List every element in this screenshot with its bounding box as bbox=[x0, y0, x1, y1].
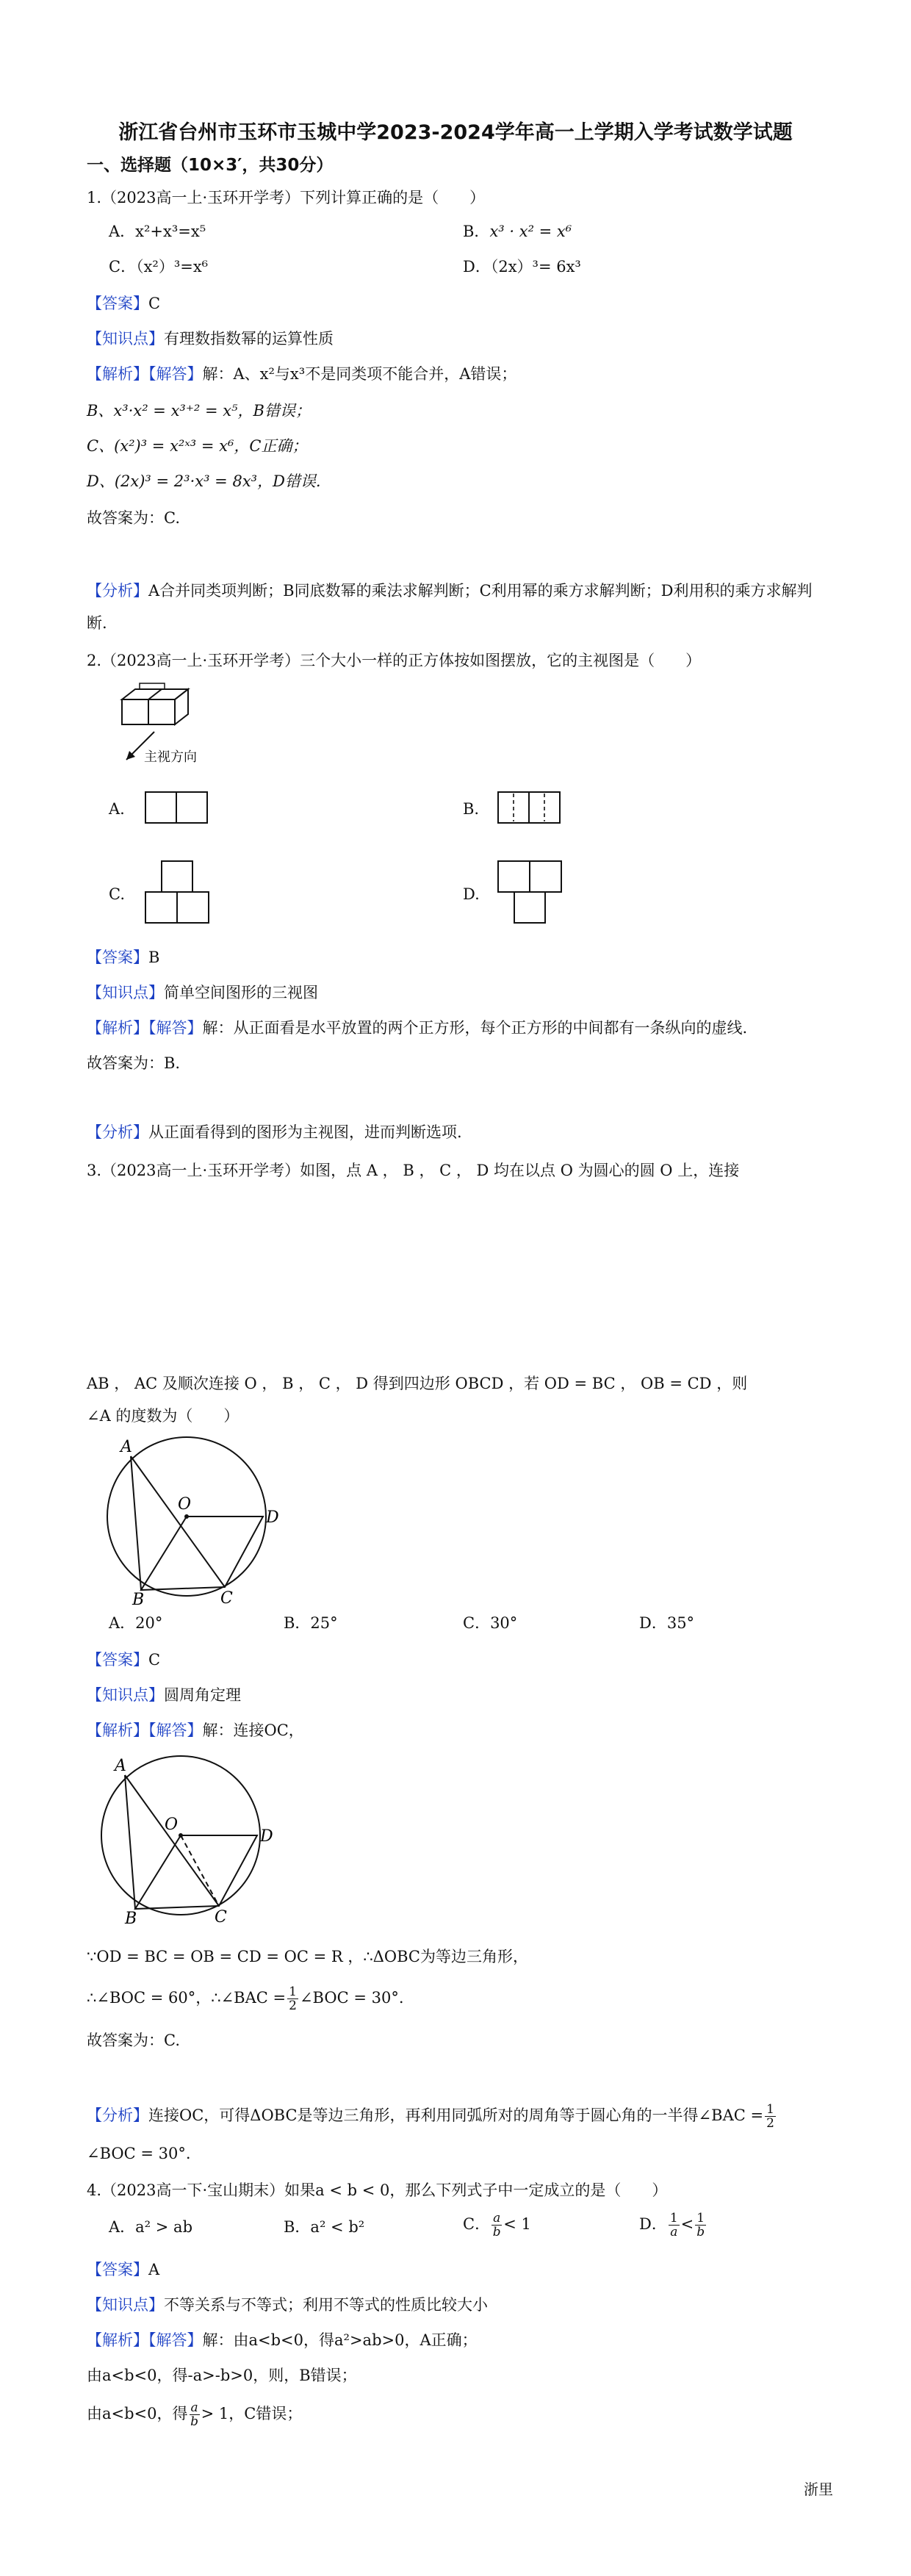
q3-sol-point-c: C bbox=[215, 1908, 227, 1926]
q3-knowledge: 【知识点】圆周角定理 bbox=[87, 1686, 241, 1704]
q3-solution-figure bbox=[94, 1750, 285, 1928]
q1-conclusion: 故答案为：C. bbox=[87, 509, 180, 527]
q2-option-d-label: D. bbox=[463, 885, 480, 903]
section-heading: 一、选择题（10×3′，共30分） bbox=[87, 156, 334, 175]
q1-solution-c: C、(x²)³ = x²ˣ³ = x⁶，C正确； bbox=[87, 437, 308, 455]
q3-point-d: D bbox=[266, 1508, 279, 1527]
q4-solution-3: 由a<b<0，得 $\frac{a}{b}$ > 1，C错误； bbox=[87, 2400, 303, 2429]
q2-fenxi: 【分析】从正面看得到的图形为主视图，进而判断选项. bbox=[87, 1123, 462, 1141]
q2-solution: 【解析】【解答】解：从正面看是水平放置的两个正方形，每个正方形的中间都有一条纵向的虚线. bbox=[87, 1019, 748, 1037]
q2-option-c-figure bbox=[144, 860, 210, 926]
q2-conclusion: 故答案为：B. bbox=[87, 1054, 181, 1072]
q4-option-d: D． $\frac{1}{a}$ < $\frac{1}{b}$ bbox=[639, 2211, 705, 2239]
page-title: 浙江省台州市玉环市玉城中学2023-2024学年高一上学期入学考试数学试题 bbox=[118, 121, 793, 144]
q3-sol-point-o: O bbox=[165, 1816, 179, 1834]
q1-answer: 【答案】C bbox=[87, 295, 161, 312]
q1-solution-b: B、x³·x² = x³⁺² = x⁵，B错误； bbox=[87, 402, 311, 420]
q4-stem: 4.（2023高一下·宝山期末）如果a < b < 0，那么下列式子中一定成立的是（ ） bbox=[87, 2181, 668, 2199]
q4-option-a: A．a² > ab bbox=[109, 2218, 193, 2236]
q2-option-a-label: A. bbox=[109, 800, 125, 818]
q4-option-c: C． $\frac{a}{b}$ < 1 bbox=[463, 2211, 531, 2239]
q3-stem: 3.（2023高一上·玉环开学考）如图，点 A ， B ， C ， D 均在以点 O 为圆心的圆 O 上，连接 bbox=[87, 1162, 740, 1179]
q1-option-d: D．（2x）³= 6x³ bbox=[463, 258, 581, 276]
q1-solution: 【解析】【解答】解：A、x²与x³不是同类项不能合并，A错误； bbox=[87, 365, 517, 383]
q3-option-d: D．35° bbox=[639, 1614, 695, 1632]
q1-option-a: A．x²+x³=x⁵ bbox=[109, 223, 206, 240]
fraction-half: $\frac{1}{2}$ bbox=[289, 1985, 297, 2013]
q2-option-d-figure bbox=[497, 860, 563, 926]
q3-sol-point-b: B bbox=[125, 1910, 137, 1928]
q3-option-c: C．30° bbox=[463, 1614, 518, 1632]
q3-point-c: C bbox=[220, 1589, 233, 1608]
q1-stem: 1.（2023高一上·玉环开学考）下列计算正确的是（ ） bbox=[87, 189, 486, 206]
q1-knowledge: 【知识点】有理数指数幂的运算性质 bbox=[87, 330, 334, 348]
q2-view-label: 主视方向 bbox=[144, 749, 197, 765]
q2-stem: 2.（2023高一上·玉环开学考）三个大小一样的正方体按如图摆放，它的主视图是（ ） bbox=[87, 652, 702, 669]
q3-fenxi-2: ∠BOC = 30°. bbox=[87, 2145, 191, 2162]
q1-fenxi: 【分析】A合并同类项判断；B同底数幂的乘法求解判断；C利用幂的乘方求解判断；D利用积的乘方求解判断. bbox=[87, 582, 813, 632]
q4-solution: 【解析】【解答】解：由a<b<0，得a²>ab>0，A正确； bbox=[87, 2331, 478, 2349]
q3-circle-figure bbox=[100, 1434, 291, 1609]
q3-sol-point-d: D bbox=[260, 1827, 273, 1846]
q1-option-c: C．（x²）³=x⁶ bbox=[109, 258, 209, 276]
q4-knowledge: 【知识点】不等关系与不等式；利用不等式的性质比较大小 bbox=[87, 2296, 488, 2314]
q3-solution-3: ∴∠BOC = 60°，∴∠BAC = $\frac{1}{2}$ ∠BOC = 30°. bbox=[87, 1985, 404, 2013]
q3-fenxi: 【分析】连接OC，可得ΔOBC是等边三角形，再利用同弧所对的周角等于圆心角的一半得∠BAC = $\frac{1}{2}$ bbox=[87, 2102, 774, 2131]
fraction-half-2: $\frac{1}{2}$ bbox=[766, 2102, 774, 2131]
q4-option-b: B．a² < b² bbox=[284, 2218, 365, 2236]
q4-solution-2: 由a<b<0，得-a>-b>0，则，B错误； bbox=[87, 2367, 357, 2384]
q2-option-a-figure bbox=[144, 791, 209, 824]
q3-sol-point-a: A bbox=[115, 1757, 126, 1775]
q4-answer: 【答案】A bbox=[87, 2261, 160, 2278]
q3-point-o: O bbox=[178, 1495, 192, 1514]
q2-option-b-figure bbox=[497, 791, 561, 824]
q2-option-b-label: B. bbox=[463, 800, 480, 818]
q3-conclusion: 故答案为：C. bbox=[87, 2032, 180, 2049]
q3-solution: 【解析】【解答】解：连接OC， bbox=[87, 1721, 304, 1739]
q3-stem-3: ∠A 的度数为（ ） bbox=[87, 1407, 240, 1425]
page-footer: 浙里 bbox=[804, 2480, 833, 2498]
q3-answer: 【答案】C bbox=[87, 1651, 161, 1669]
q3-stem-2: AB ， AC 及顺次连接 O ， B ， C ， D 得到四边形 OBCD ，若 OD = BC ， OB = CD ，则 bbox=[87, 1375, 748, 1392]
q3-solution-2: ∵OD = BC = OB = CD = OC = R ，∴ΔOBC为等边三角形， bbox=[87, 1948, 528, 1965]
q3-point-b: B bbox=[132, 1591, 145, 1609]
q2-knowledge: 【知识点】简单空间图形的三视图 bbox=[87, 984, 318, 1001]
q2-option-c-label: C. bbox=[109, 885, 125, 903]
q1-solution-d: D、(2x)³ = 2³·x³ = 8x³，D错误. bbox=[87, 472, 321, 490]
q1-option-b: B．x³ · x² = x⁶ bbox=[463, 223, 572, 240]
q2-answer: 【答案】B bbox=[87, 949, 160, 966]
q3-option-b: B．25° bbox=[284, 1614, 338, 1632]
q3-point-a: A bbox=[120, 1438, 132, 1456]
q3-option-a: A．20° bbox=[109, 1614, 163, 1632]
